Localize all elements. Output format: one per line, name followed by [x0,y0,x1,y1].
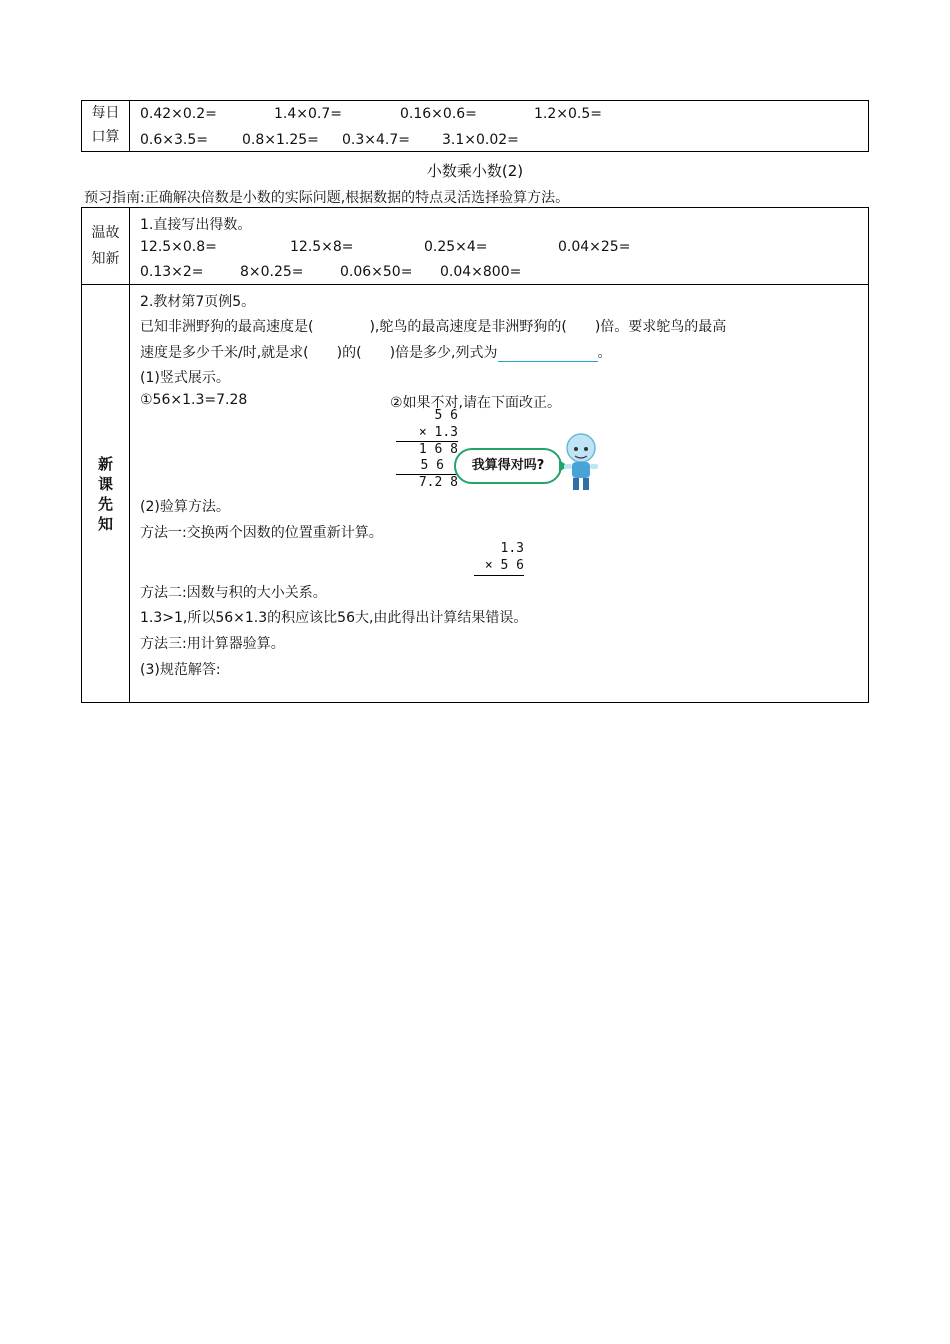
daily-item: 0.8×1.25= [242,132,319,148]
step-1b: ②如果不对,请在下面改正。 [390,395,562,411]
daily-item: 0.16×0.6= [400,106,477,122]
problem-text: )的( [336,345,362,361]
vertical-calc-2 [474,541,524,576]
problem-line-1 [140,316,726,336]
newlesson-label-char: 知 [97,514,113,533]
newlesson-label-char: 课 [97,474,113,493]
problem-text: )倍。要求鸵鸟的最高 [594,319,727,335]
daily-label-top: 每日 [91,105,120,121]
daily-item: 0.3×4.7= [342,132,410,148]
daily-label-cell [82,101,130,152]
problem-text: 。 [597,345,612,361]
vertical-calc-1 [396,408,458,491]
method-2: 方法二:因数与积的大小关系。 [140,585,327,601]
daily-item: 1.2×0.5= [534,106,602,122]
review-heading: 1.直接写出得数。 [140,217,252,233]
problem-text: ),鸵鸟的最高速度是非洲野狗的( [369,319,567,335]
newlesson-label-cell [82,285,130,703]
problem-text: )倍是多少,列式为 [389,345,498,361]
newlesson-label-char: 新 [97,454,113,473]
review-item: 0.04×800= [440,264,522,280]
calc-line: 1.3 [500,541,524,556]
review-item: 8×0.25= [240,264,304,280]
problem-line-2 [140,342,612,362]
method-2-text: 1.3>1,所以56×1.3的积应该比56大,由此得出计算结果错误。 [140,610,528,626]
review-item: 0.04×25= [558,239,631,255]
calc-line: 5 6 [396,458,458,475]
method-3: 方法三:用计算器验算。 [140,636,285,652]
review-item: 12.5×8= [290,239,354,255]
calc-line: 1 6 8 [418,442,458,457]
review-item: 0.25×4= [424,239,488,255]
daily-item: 0.6×3.5= [140,132,208,148]
calc-line: × 5 6 [474,558,524,576]
speech-bubble: 我算得对吗? [454,448,562,484]
calc-line: × 1.3 [396,425,458,442]
example-heading: 2.教材第7页例5。 [140,294,256,310]
calc-line: 7.2 8 [418,475,458,490]
problem-text: 已知非洲野狗的最高速度是( [140,319,314,335]
daily-label-bottom: 口算 [91,129,120,145]
step-3-heading: (3)规范解答: [140,662,221,678]
step-1a: ①56×1.3=7.28 [140,392,248,408]
review-item: 0.06×50= [340,264,413,280]
page-title: 小数乘小数(2) [426,162,524,180]
preview-guide: 预习指南:正确解决倍数是小数的实际问题,根据数据的特点灵活选择验算方法。 [84,190,570,206]
method-1: 方法一:交换两个因数的位置重新计算。 [140,525,383,541]
answer-blank[interactable] [498,347,598,362]
review-label-cell [82,208,130,285]
step-2-heading: (2)验算方法。 [140,499,230,515]
daily-item: 3.1×0.02= [442,132,519,148]
review-label-bottom: 知新 [91,251,120,267]
step-1-heading: (1)竖式展示。 [140,370,230,386]
daily-item: 0.42×0.2= [140,106,217,122]
newlesson-label-char: 先 [97,494,113,513]
review-label-top: 温故 [91,225,120,241]
problem-text: 速度是多少千米/时,就是求( [140,345,309,361]
review-item: 0.13×2= [140,264,204,280]
daily-item: 1.4×0.7= [274,106,342,122]
calc-line: 5 6 [434,408,458,423]
cartoon-character-icon [560,432,602,494]
review-item: 12.5×0.8= [140,239,217,255]
